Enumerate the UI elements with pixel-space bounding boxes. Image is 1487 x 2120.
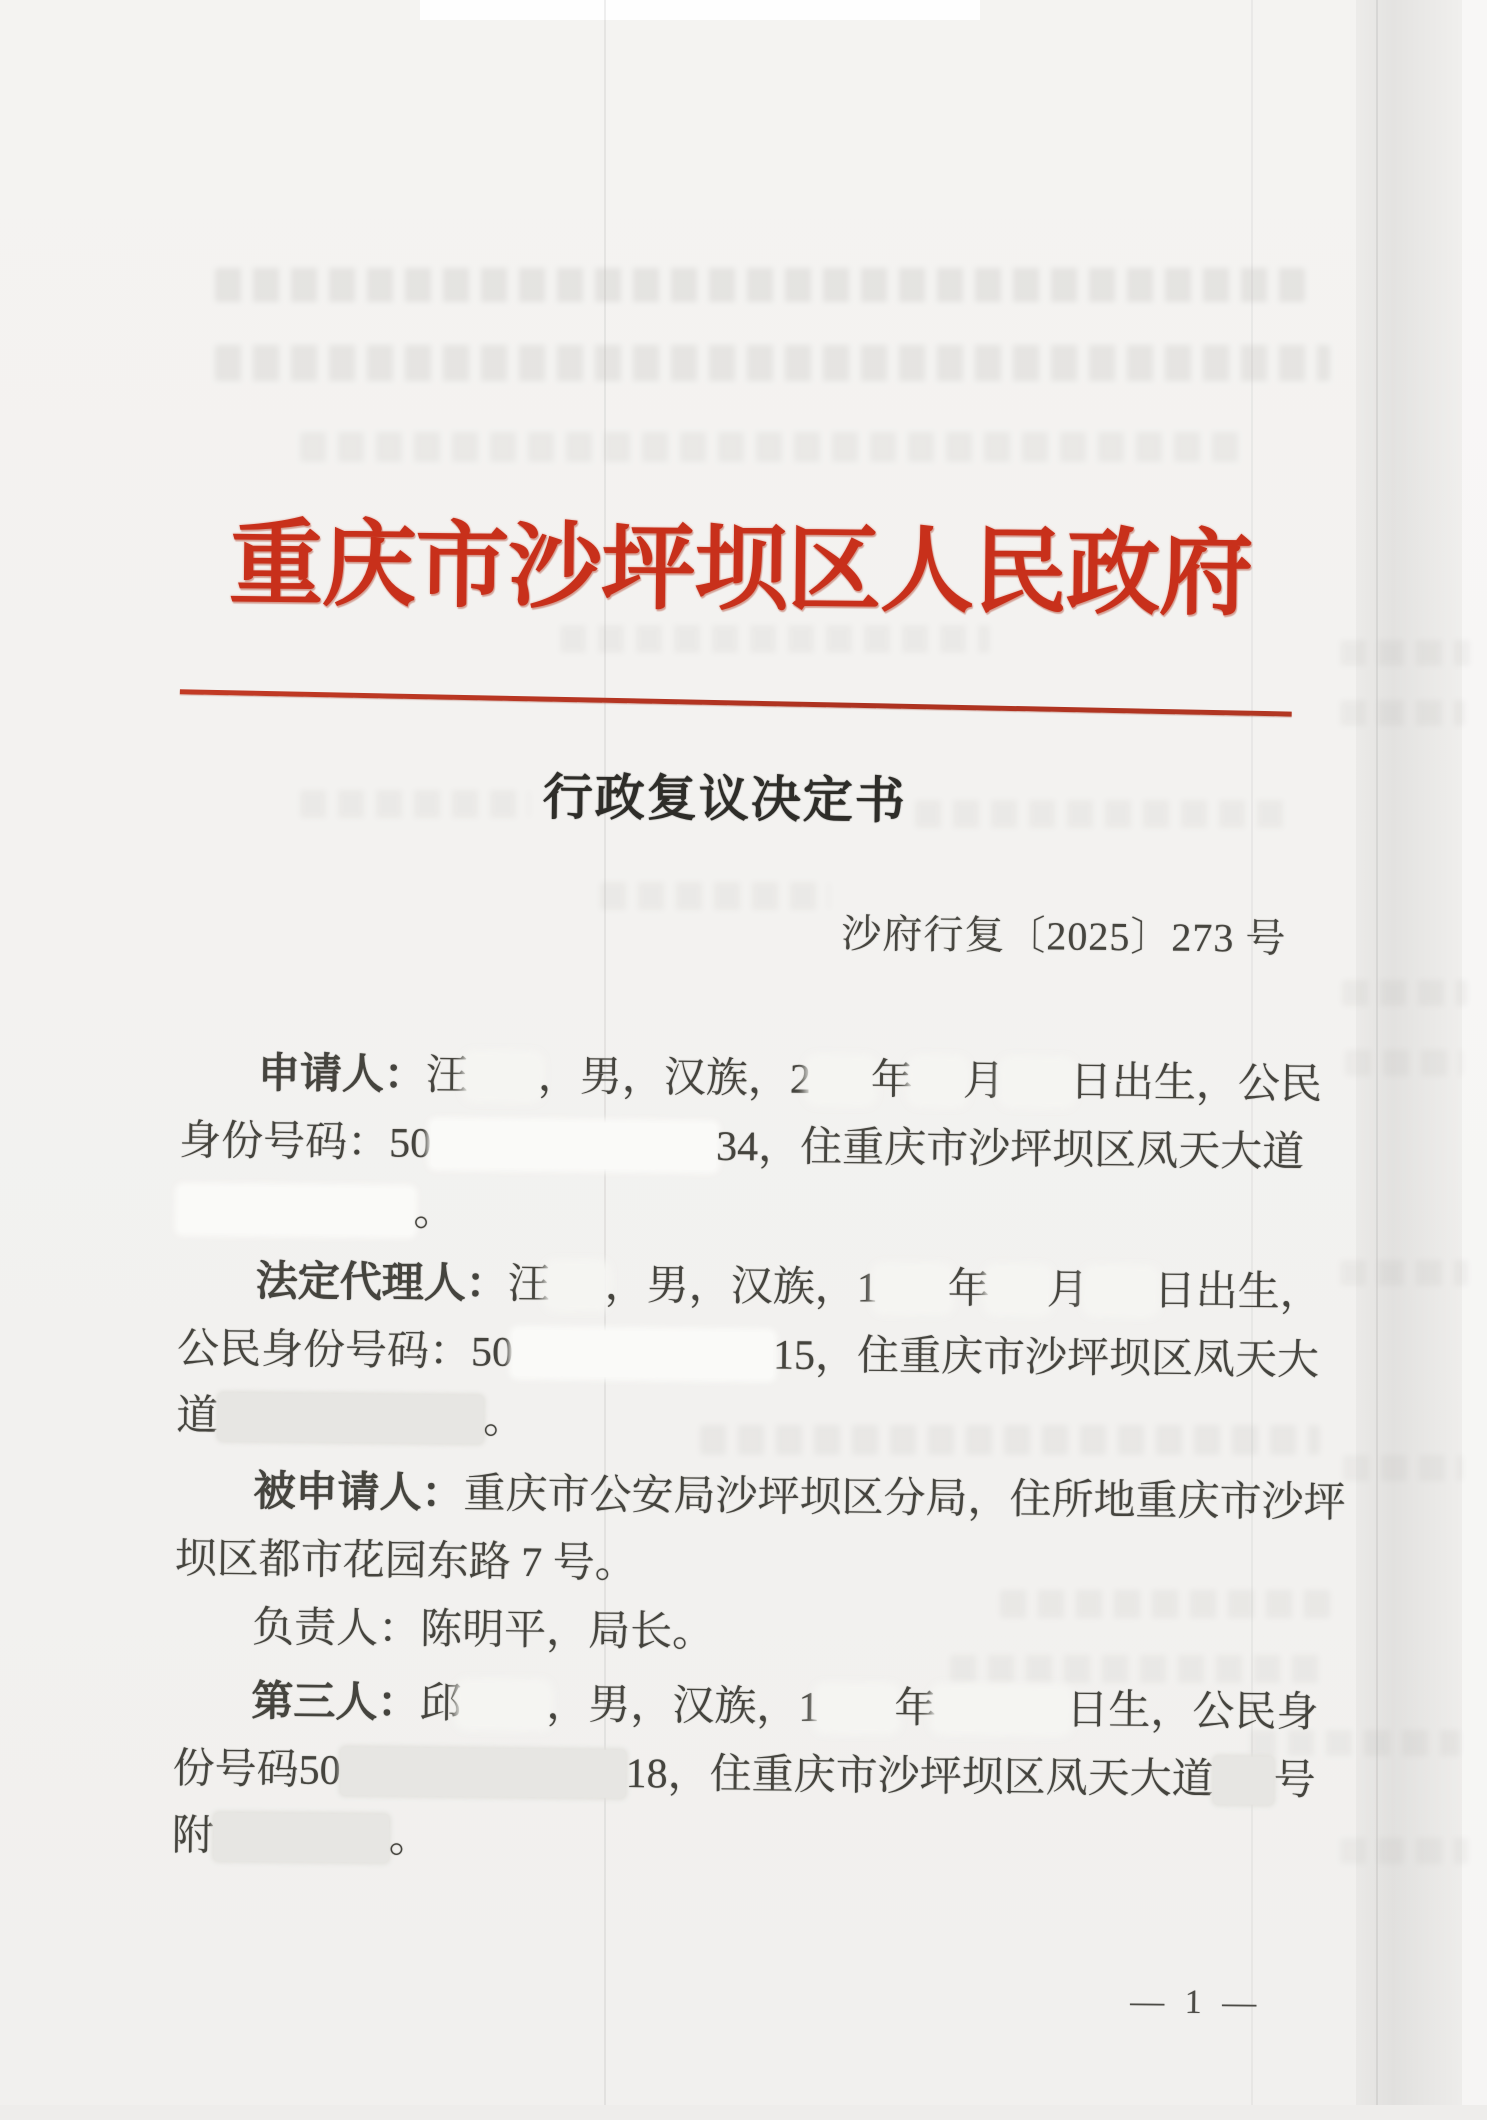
page-number: — 1 — xyxy=(1130,1983,1257,2022)
redaction-id-number xyxy=(340,1747,625,1798)
doc-type-title: 行政复议决定书 xyxy=(542,769,908,829)
third-party-line-2: 份号码50 18，住重庆市沙坪坝区凤天大道 号 xyxy=(172,1746,1316,1805)
redaction-month xyxy=(913,1061,963,1102)
doc-number: 沙府行复〔2025〕273 号 xyxy=(841,911,1287,961)
redaction-day xyxy=(1089,1271,1154,1312)
respondent-line-1: 被申请人：重庆市公安局沙坪坝区分局，住所地重庆市沙坪 xyxy=(253,1469,1346,1527)
redaction-address xyxy=(214,1813,389,1863)
redaction-address xyxy=(178,1186,413,1234)
redaction-year xyxy=(878,1269,948,1310)
legal-agent-line-2: 公民身份号码：50 15，住重庆市沙坪坝区凤天大 xyxy=(176,1326,1320,1385)
redaction-name xyxy=(550,1265,605,1306)
applicant-line-3: 。 xyxy=(178,1175,456,1238)
third-party-surname: 邱 xyxy=(419,1680,462,1728)
redaction-year xyxy=(819,1688,894,1729)
redaction-id-number xyxy=(431,1121,716,1170)
redaction-month-day xyxy=(936,1689,1066,1730)
applicant-line-2: 身份号码：50 34，住重庆市沙坪坝区凤天大道 xyxy=(178,1118,1305,1177)
redaction-name xyxy=(468,1056,538,1097)
third-party-label: 第三人： xyxy=(251,1679,420,1727)
redaction-month xyxy=(990,1270,1047,1311)
issuer-title: 重庆市沙坪坝区人民政府 xyxy=(228,512,1253,628)
respondent-line-2: 坝区都市花园东路 7 号。 xyxy=(174,1536,638,1588)
legal-agent-line-3: 道 。 xyxy=(176,1393,526,1443)
redaction-street-number xyxy=(1213,1756,1273,1805)
person-in-charge-label: 负责人： xyxy=(251,1605,421,1653)
redaction-day xyxy=(1005,1062,1070,1103)
redaction-year xyxy=(811,1060,871,1101)
applicant-surname: 汪 xyxy=(425,1052,469,1100)
red-divider-line xyxy=(180,689,1292,716)
respondent-label: 被申请人： xyxy=(253,1469,464,1518)
third-party-line-3: 附 。 xyxy=(171,1813,432,1862)
redaction-name xyxy=(461,1684,546,1725)
redaction-id-number xyxy=(513,1330,773,1379)
redaction-address xyxy=(218,1393,483,1444)
applicant-label: 申请人： xyxy=(257,1051,427,1099)
third-party-line-1: 第三人：邱 ，男，汉族，1 年 日生，公民身 xyxy=(251,1679,1319,1737)
legal-agent-label: 法定代理人： xyxy=(255,1259,508,1308)
legal-agent-line-1: 法定代理人：汪 ，男，汉族，1 年 月 日出生， xyxy=(255,1259,1323,1317)
applicant-line-1: 申请人：汪 ，男，汉族，2 年 月 日出生，公民 xyxy=(257,1051,1323,1109)
legal-agent-surname: 汪 xyxy=(507,1261,550,1309)
person-in-charge-line: 负责人：陈明平，局长。 xyxy=(251,1605,715,1656)
